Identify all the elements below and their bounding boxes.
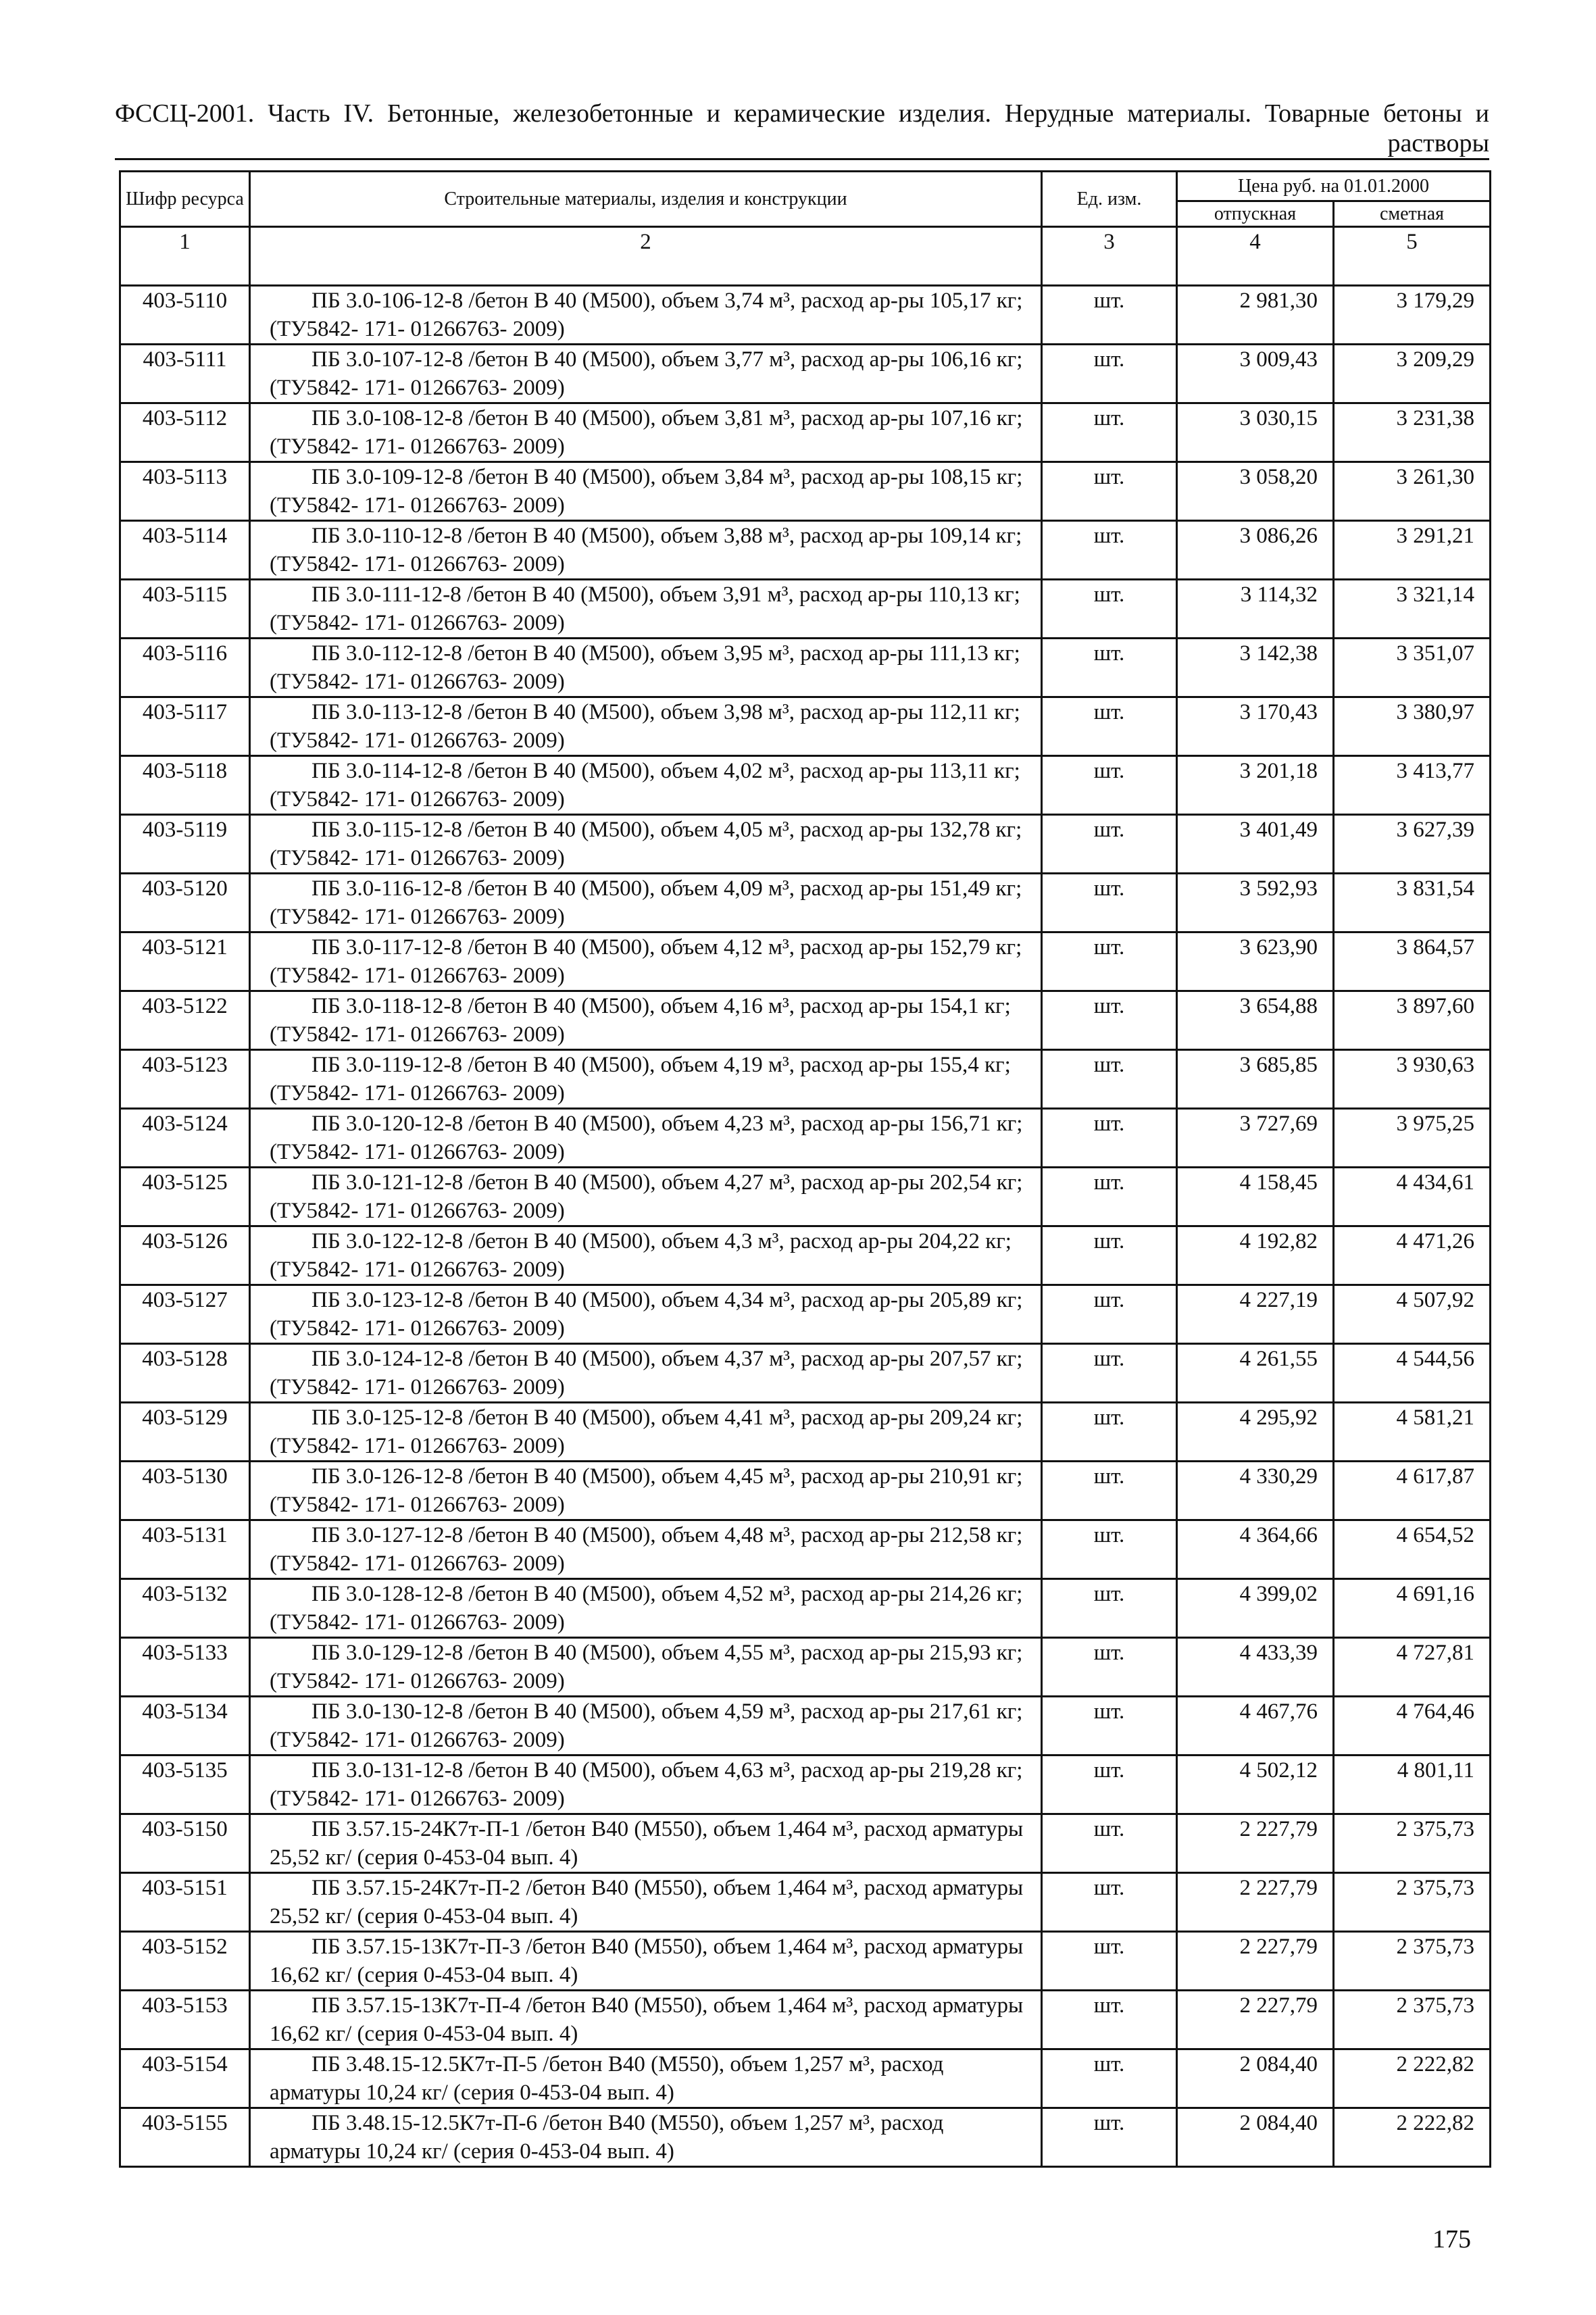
release-price: 3 654,88 [1177, 991, 1334, 1050]
unit-of-measure: шт. [1042, 1050, 1177, 1109]
page-title: ФССЦ-2001. Часть IV. Бетонные, железобетонные и керамические изделия. Нерудные материалы. Товарные бетоны и растворы [115, 99, 1489, 160]
unit-of-measure: шт. [1042, 1109, 1177, 1168]
header-code: Шифр ресурса [120, 172, 250, 227]
table-row [120, 697, 1491, 756]
estimate-price: 3 831,54 [1334, 874, 1491, 932]
price-table [119, 170, 1491, 2168]
release-price: 3 727,69 [1177, 1109, 1334, 1168]
release-price: 3 401,49 [1177, 815, 1334, 874]
release-price: 2 227,79 [1177, 1932, 1334, 1991]
estimate-price: 3 231,38 [1334, 403, 1491, 462]
material-description: ПБ 3.0-119-12-8 /бетон В 40 (М500), объем 4,19 м³, расход ар-ры 155,4 кг; (ТУ5842- 171- 01266763- 2009) [250, 1050, 1042, 1109]
unit-of-measure: шт. [1042, 345, 1177, 403]
header-release-price: отпускная [1177, 201, 1334, 227]
table-row [120, 756, 1491, 815]
material-description: ПБ 3.0-107-12-8 /бетон В 40 (М500), объем 3,77 м³, расход ар-ры 106,16 кг; (ТУ5842- 171- 01266763- 2009) [250, 345, 1042, 403]
estimate-price: 4 507,92 [1334, 1285, 1491, 1344]
release-price: 3 201,18 [1177, 756, 1334, 815]
release-price: 4 261,55 [1177, 1344, 1334, 1403]
table-row [120, 1403, 1491, 1462]
material-description: ПБ 3.0-122-12-8 /бетон В 40 (М500), объем 4,3 м³, расход ар-ры 204,22 кг; (ТУ5842- 171- 01266763- 2009) [250, 1226, 1042, 1285]
material-description: ПБ 3.0-128-12-8 /бетон В 40 (М500), объем 4,52 м³, расход ар-ры 214,26 кг; (ТУ5842- 171- 01266763- 2009) [250, 1579, 1042, 1638]
resource-code: 403-5110 [120, 286, 250, 345]
resource-code: 403-5154 [120, 2049, 250, 2108]
estimate-price: 4 617,87 [1334, 1462, 1491, 1520]
release-price: 3 685,85 [1177, 1050, 1334, 1109]
release-price: 3 142,38 [1177, 639, 1334, 697]
column-number: 1 [120, 227, 250, 286]
header-description: Строительные материалы, изделия и конструкции [250, 172, 1042, 227]
estimate-price: 2 375,73 [1334, 1991, 1491, 2049]
material-description: ПБ 3.0-116-12-8 /бетон В 40 (М500), объем 4,09 м³, расход ар-ры 151,49 кг; (ТУ5842- 171- 01266763- 2009) [250, 874, 1042, 932]
table-row [120, 1050, 1491, 1109]
table-row [120, 1638, 1491, 1697]
column-number: 5 [1334, 227, 1491, 286]
table-row [120, 1814, 1491, 1873]
page-number: 175 [1432, 2225, 1471, 2254]
unit-of-measure: шт. [1042, 286, 1177, 345]
resource-code: 403-5118 [120, 756, 250, 815]
unit-of-measure: шт. [1042, 639, 1177, 697]
resource-code: 403-5129 [120, 1403, 250, 1462]
estimate-price: 3 380,97 [1334, 697, 1491, 756]
release-price: 4 502,12 [1177, 1756, 1334, 1814]
unit-of-measure: шт. [1042, 1403, 1177, 1462]
estimate-price: 2 375,73 [1334, 1873, 1491, 1932]
material-description: ПБ 3.0-115-12-8 /бетон В 40 (М500), объем 4,05 м³, расход ар-ры 132,78 кг; (ТУ5842- 171- 01266763- 2009) [250, 815, 1042, 874]
estimate-price: 2 375,73 [1334, 1814, 1491, 1873]
release-price: 4 295,92 [1177, 1403, 1334, 1462]
table-row [120, 815, 1491, 874]
table-row [120, 580, 1491, 639]
material-description: ПБ 3.0-131-12-8 /бетон В 40 (М500), объем 4,63 м³, расход ар-ры 219,28 кг; (ТУ5842- 171- 01266763- 2009) [250, 1756, 1042, 1814]
unit-of-measure: шт. [1042, 580, 1177, 639]
material-description: ПБ 3.0-121-12-8 /бетон В 40 (М500), объем 4,27 м³, расход ар-ры 202,54 кг; (ТУ5842- 171- 01266763- 2009) [250, 1168, 1042, 1226]
material-description: ПБ 3.57.15-13К7т-П-3 /бетон В40 (М550), объем 1,464 м³, расход арматуры 16,62 кг/ (серия 0-453-04 вып. 4) [250, 1932, 1042, 1991]
unit-of-measure: шт. [1042, 1579, 1177, 1638]
table-row [120, 2108, 1491, 2167]
material-description: ПБ 3.0-112-12-8 /бетон В 40 (М500), объем 3,95 м³, расход ар-ры 111,13 кг; (ТУ5842- 171- 01266763- 2009) [250, 639, 1042, 697]
unit-of-measure: шт. [1042, 991, 1177, 1050]
unit-of-measure: шт. [1042, 1168, 1177, 1226]
estimate-price: 4 471,26 [1334, 1226, 1491, 1285]
table-row [120, 1520, 1491, 1579]
unit-of-measure: шт. [1042, 815, 1177, 874]
resource-code: 403-5120 [120, 874, 250, 932]
estimate-price: 3 930,63 [1334, 1050, 1491, 1109]
material-description: ПБ 3.0-127-12-8 /бетон В 40 (М500), объем 4,48 м³, расход ар-ры 212,58 кг; (ТУ5842- 171- 01266763- 2009) [250, 1520, 1042, 1579]
release-price: 3 030,15 [1177, 403, 1334, 462]
unit-of-measure: шт. [1042, 403, 1177, 462]
table-row [120, 1932, 1491, 1991]
material-description: ПБ 3.0-120-12-8 /бетон В 40 (М500), объем 4,23 м³, расход ар-ры 156,71 кг; (ТУ5842- 171- 01266763- 2009) [250, 1109, 1042, 1168]
material-description: ПБ 3.57.15-24К7т-П-1 /бетон В40 (М550), объем 1,464 м³, расход арматуры 25,52 кг/ (серия 0-453-04 вып. 4) [250, 1814, 1042, 1873]
resource-code: 403-5151 [120, 1873, 250, 1932]
table-row [120, 286, 1491, 345]
release-price: 2 227,79 [1177, 1873, 1334, 1932]
material-description: ПБ 3.48.15-12.5К7т-П-5 /бетон В40 (М550), объем 1,257 м³, расход арматуры 10,24 кг/ (серия 0-453-04 вып. 4) [250, 2049, 1042, 2108]
release-price: 3 170,43 [1177, 697, 1334, 756]
unit-of-measure: шт. [1042, 932, 1177, 991]
unit-of-measure: шт. [1042, 1344, 1177, 1403]
table-row [120, 403, 1491, 462]
material-description: ПБ 3.0-108-12-8 /бетон В 40 (М500), объем 3,81 м³, расход ар-ры 107,16 кг; (ТУ5842- 171- 01266763- 2009) [250, 403, 1042, 462]
estimate-price: 4 727,81 [1334, 1638, 1491, 1697]
estimate-price: 4 544,56 [1334, 1344, 1491, 1403]
table-row [120, 1756, 1491, 1814]
release-price: 3 623,90 [1177, 932, 1334, 991]
resource-code: 403-5119 [120, 815, 250, 874]
estimate-price: 2 222,82 [1334, 2049, 1491, 2108]
estimate-price: 4 581,21 [1334, 1403, 1491, 1462]
estimate-price: 3 975,25 [1334, 1109, 1491, 1168]
material-description: ПБ 3.0-111-12-8 /бетон В 40 (М500), объем 3,91 м³, расход ар-ры 110,13 кг; (ТУ5842- 171- 01266763- 2009) [250, 580, 1042, 639]
resource-code: 403-5117 [120, 697, 250, 756]
resource-code: 403-5153 [120, 1991, 250, 2049]
header-estimate-price: сметная [1334, 201, 1491, 227]
table-row [120, 1873, 1491, 1932]
resource-code: 403-5113 [120, 462, 250, 521]
table-row [120, 1109, 1491, 1168]
estimate-price: 2 222,82 [1334, 2108, 1491, 2167]
release-price: 4 227,19 [1177, 1285, 1334, 1344]
unit-of-measure: шт. [1042, 2108, 1177, 2167]
unit-of-measure: шт. [1042, 1756, 1177, 1814]
resource-code: 403-5124 [120, 1109, 250, 1168]
unit-of-measure: шт. [1042, 2049, 1177, 2108]
unit-of-measure: шт. [1042, 1697, 1177, 1756]
unit-of-measure: шт. [1042, 1638, 1177, 1697]
column-number: 2 [250, 227, 1042, 286]
table-row [120, 991, 1491, 1050]
table-row [120, 345, 1491, 403]
material-description: ПБ 3.0-123-12-8 /бетон В 40 (М500), объем 4,34 м³, расход ар-ры 205,89 кг; (ТУ5842- 171- 01266763- 2009) [250, 1285, 1042, 1344]
table-row [120, 1226, 1491, 1285]
estimate-price: 3 897,60 [1334, 991, 1491, 1050]
release-price: 3 114,32 [1177, 580, 1334, 639]
estimate-price: 3 627,39 [1334, 815, 1491, 874]
table-row [120, 2049, 1491, 2108]
estimate-price: 4 801,11 [1334, 1756, 1491, 1814]
unit-of-measure: шт. [1042, 1991, 1177, 2049]
material-description: ПБ 3.0-126-12-8 /бетон В 40 (М500), объем 4,45 м³, расход ар-ры 210,91 кг; (ТУ5842- 171- 01266763- 2009) [250, 1462, 1042, 1520]
release-price: 2 981,30 [1177, 286, 1334, 345]
material-description: ПБ 3.0-125-12-8 /бетон В 40 (М500), объем 4,41 м³, расход ар-ры 209,24 кг; (ТУ5842- 171- 01266763- 2009) [250, 1403, 1042, 1462]
resource-code: 403-5121 [120, 932, 250, 991]
estimate-price: 3 261,30 [1334, 462, 1491, 521]
estimate-price: 3 179,29 [1334, 286, 1491, 345]
table-row [120, 1462, 1491, 1520]
table-row [120, 1697, 1491, 1756]
release-price: 2 227,79 [1177, 1991, 1334, 2049]
estimate-price: 4 434,61 [1334, 1168, 1491, 1226]
unit-of-measure: шт. [1042, 462, 1177, 521]
resource-code: 403-5128 [120, 1344, 250, 1403]
resource-code: 403-5133 [120, 1638, 250, 1697]
table-row [120, 1285, 1491, 1344]
resource-code: 403-5112 [120, 403, 250, 462]
material-description: ПБ 3.0-124-12-8 /бетон В 40 (М500), объем 4,37 м³, расход ар-ры 207,57 кг; (ТУ5842- 171- 01266763- 2009) [250, 1344, 1042, 1403]
material-description: ПБ 3.57.15-24К7т-П-2 /бетон В40 (М550), объем 1,464 м³, расход арматуры 25,52 кг/ (серия 0-453-04 вып. 4) [250, 1873, 1042, 1932]
material-description: ПБ 3.57.15-13К7т-П-4 /бетон В40 (М550), объем 1,464 м³, расход арматуры 16,62 кг/ (серия 0-453-04 вып. 4) [250, 1991, 1042, 2049]
material-description: ПБ 3.0-110-12-8 /бетон В 40 (М500), объем 3,88 м³, расход ар-ры 109,14 кг; (ТУ5842- 171- 01266763- 2009) [250, 521, 1042, 580]
resource-code: 403-5134 [120, 1697, 250, 1756]
resource-code: 403-5115 [120, 580, 250, 639]
header-unit: Ед. изм. [1042, 172, 1177, 227]
resource-code: 403-5114 [120, 521, 250, 580]
unit-of-measure: шт. [1042, 1226, 1177, 1285]
table-row [120, 1344, 1491, 1403]
unit-of-measure: шт. [1042, 1932, 1177, 1991]
resource-code: 403-5125 [120, 1168, 250, 1226]
estimate-price: 2 375,73 [1334, 1932, 1491, 1991]
resource-code: 403-5155 [120, 2108, 250, 2167]
material-description: ПБ 3.0-117-12-8 /бетон В 40 (М500), объем 4,12 м³, расход ар-ры 152,79 кг; (ТУ5842- 171- 01266763- 2009) [250, 932, 1042, 991]
estimate-price: 3 413,77 [1334, 756, 1491, 815]
material-description: ПБ 3.0-130-12-8 /бетон В 40 (М500), объем 4,59 м³, расход ар-ры 217,61 кг; (ТУ5842- 171- 01266763- 2009) [250, 1697, 1042, 1756]
release-price: 3 009,43 [1177, 345, 1334, 403]
material-description: ПБ 3.0-109-12-8 /бетон В 40 (М500), объем 3,84 м³, расход ар-ры 108,15 кг; (ТУ5842- 171- 01266763- 2009) [250, 462, 1042, 521]
resource-code: 403-5122 [120, 991, 250, 1050]
table-row [120, 874, 1491, 932]
table-row [120, 1579, 1491, 1638]
resource-code: 403-5123 [120, 1050, 250, 1109]
resource-code: 403-5126 [120, 1226, 250, 1285]
release-price: 4 330,29 [1177, 1462, 1334, 1520]
release-price: 2 227,79 [1177, 1814, 1334, 1873]
unit-of-measure: шт. [1042, 1814, 1177, 1873]
material-description: ПБ 3.0-118-12-8 /бетон В 40 (М500), объем 4,16 м³, расход ар-ры 154,1 кг; (ТУ5842- 171- 01266763- 2009) [250, 991, 1042, 1050]
release-price: 4 192,82 [1177, 1226, 1334, 1285]
release-price: 4 158,45 [1177, 1168, 1334, 1226]
unit-of-measure: шт. [1042, 521, 1177, 580]
release-price: 3 592,93 [1177, 874, 1334, 932]
table-row [120, 639, 1491, 697]
resource-code: 403-5152 [120, 1932, 250, 1991]
table-row [120, 1168, 1491, 1226]
material-description: ПБ 3.0-129-12-8 /бетон В 40 (М500), объем 4,55 м³, расход ар-ры 215,93 кг; (ТУ5842- 171- 01266763- 2009) [250, 1638, 1042, 1697]
unit-of-measure: шт. [1042, 1462, 1177, 1520]
resource-code: 403-5132 [120, 1579, 250, 1638]
release-price: 4 399,02 [1177, 1579, 1334, 1638]
unit-of-measure: шт. [1042, 1873, 1177, 1932]
resource-code: 403-5127 [120, 1285, 250, 1344]
estimate-price: 4 691,16 [1334, 1579, 1491, 1638]
material-description: ПБ 3.0-106-12-8 /бетон В 40 (М500), объем 3,74 м³, расход ар-ры 105,17 кг; (ТУ5842- 171- 01266763- 2009) [250, 286, 1042, 345]
release-price: 2 084,40 [1177, 2049, 1334, 2108]
material-description: ПБ 3.0-113-12-8 /бетон В 40 (М500), объем 3,98 м³, расход ар-ры 112,11 кг; (ТУ5842- 171- 01266763- 2009) [250, 697, 1042, 756]
estimate-price: 4 654,52 [1334, 1520, 1491, 1579]
release-price: 3 086,26 [1177, 521, 1334, 580]
release-price: 3 058,20 [1177, 462, 1334, 521]
column-numbers-row [120, 227, 1491, 286]
unit-of-measure: шт. [1042, 1520, 1177, 1579]
estimate-price: 3 209,29 [1334, 345, 1491, 403]
release-price: 4 364,66 [1177, 1520, 1334, 1579]
header-price-group: Цена руб. на 01.01.2000 [1177, 172, 1491, 201]
column-number: 3 [1042, 227, 1177, 286]
release-price: 2 084,40 [1177, 2108, 1334, 2167]
table-row [120, 932, 1491, 991]
table-row [120, 521, 1491, 580]
resource-code: 403-5135 [120, 1756, 250, 1814]
material-description: ПБ 3.0-114-12-8 /бетон В 40 (М500), объем 4,02 м³, расход ар-ры 113,11 кг; (ТУ5842- 171- 01266763- 2009) [250, 756, 1042, 815]
table-row [120, 462, 1491, 521]
release-price: 4 467,76 [1177, 1697, 1334, 1756]
unit-of-measure: шт. [1042, 697, 1177, 756]
unit-of-measure: шт. [1042, 874, 1177, 932]
column-number: 4 [1177, 227, 1334, 286]
estimate-price: 3 321,14 [1334, 580, 1491, 639]
release-price: 4 433,39 [1177, 1638, 1334, 1697]
resource-code: 403-5130 [120, 1462, 250, 1520]
estimate-price: 3 291,21 [1334, 521, 1491, 580]
resource-code: 403-5150 [120, 1814, 250, 1873]
resource-code: 403-5111 [120, 345, 250, 403]
estimate-price: 3 864,57 [1334, 932, 1491, 991]
table-body [120, 227, 1491, 2167]
material-description: ПБ 3.48.15-12.5К7т-П-6 /бетон В40 (М550), объем 1,257 м³, расход арматуры 10,24 кг/ (серия 0-453-04 вып. 4) [250, 2108, 1042, 2167]
table-row [120, 1991, 1491, 2049]
resource-code: 403-5116 [120, 639, 250, 697]
unit-of-measure: шт. [1042, 1285, 1177, 1344]
estimate-price: 4 764,46 [1334, 1697, 1491, 1756]
resource-code: 403-5131 [120, 1520, 250, 1579]
estimate-price: 3 351,07 [1334, 639, 1491, 697]
unit-of-measure: шт. [1042, 756, 1177, 815]
